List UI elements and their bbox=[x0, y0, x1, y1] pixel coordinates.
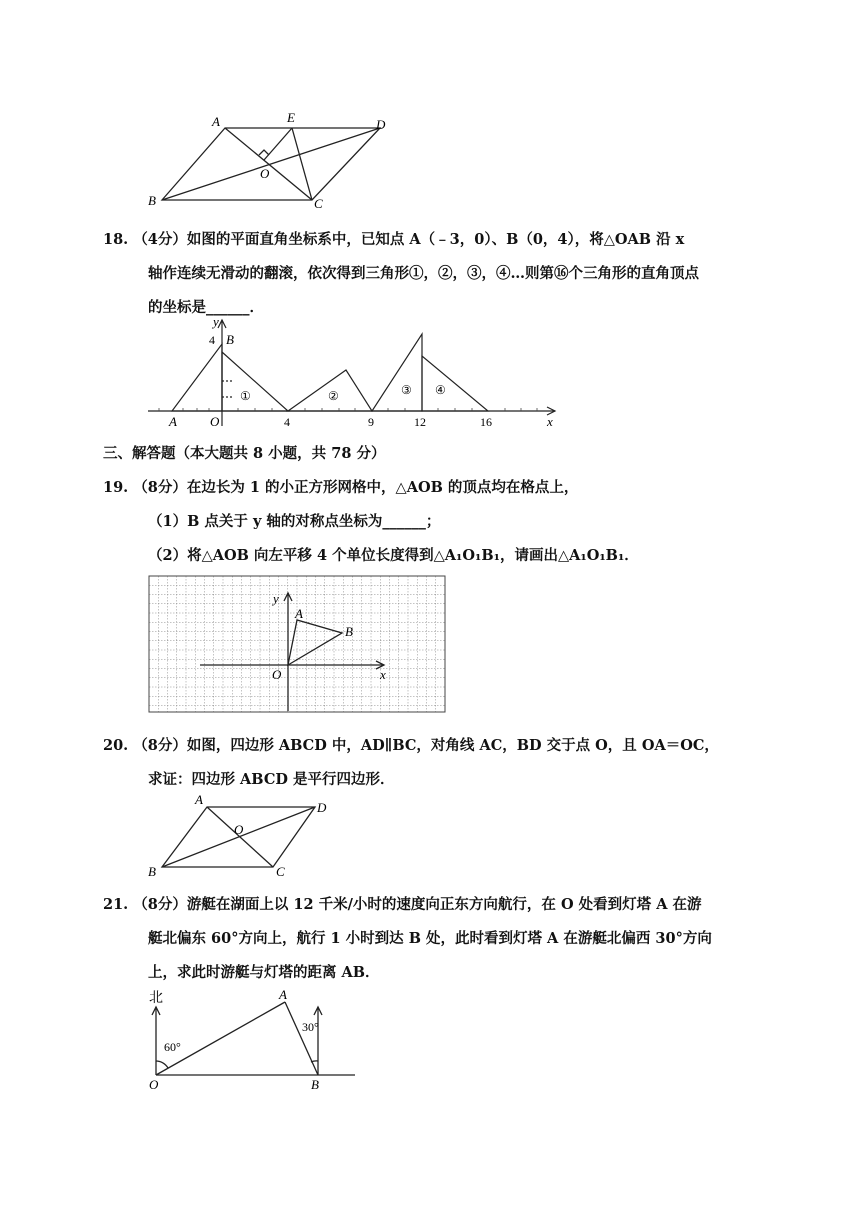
label-A: A bbox=[212, 114, 220, 129]
grid-label-O: O bbox=[272, 667, 282, 682]
axis-label-x: x bbox=[547, 414, 553, 429]
q18-line1: 18. （4分）如图的平面直角坐标系中，已知点 A（﹣3，0）、B（0，4），将△OAB 沿 x bbox=[103, 231, 685, 248]
figure-20 bbox=[145, 790, 345, 882]
grid-label-A: A bbox=[295, 606, 303, 621]
q20-line1: 20. （8分）如图，四边形 ABCD 中，AD∥BC，对角线 AC，BD 交于点 O，且 OA＝OC， bbox=[103, 737, 719, 754]
label-D: D bbox=[376, 117, 386, 132]
label-C: C bbox=[314, 196, 323, 211]
label-E: E bbox=[287, 110, 295, 125]
label-A: A bbox=[195, 792, 203, 807]
label-O: O bbox=[260, 166, 270, 181]
label-B: B bbox=[311, 1077, 319, 1092]
figure-21 bbox=[143, 985, 363, 1095]
q19-line1: 19. （8分）在边长为 1 的小正方形网格中，△AOB 的顶点均在格点上， bbox=[103, 479, 579, 496]
tick-label-12: 12 bbox=[414, 415, 426, 429]
q19-part2: （2）将△AOB 向左平移 4 个单位长度得到△A₁O₁B₁，请画出△A₁O₁B₁． bbox=[148, 547, 639, 564]
tick-label-A: A bbox=[169, 414, 177, 429]
q21-line2: 艇北偏东 60°方向上，航行 1 小时到达 B 处，此时看到灯塔 A 在游艇北偏西 30°方向 bbox=[148, 930, 712, 947]
grid-label-B: B bbox=[345, 624, 353, 639]
label-O: O bbox=[234, 822, 244, 837]
q21-line3: 上，求此时游艇与灯塔的距离 AB． bbox=[148, 964, 380, 981]
figure-18 bbox=[145, 314, 565, 430]
triangle-label-2: ② bbox=[328, 389, 339, 403]
axis-label-y: y bbox=[213, 314, 219, 329]
figure-19-grid bbox=[148, 575, 446, 713]
point-label-B: B bbox=[226, 332, 234, 347]
label-C: C bbox=[276, 864, 285, 879]
q18-line3: 的坐标是______． bbox=[148, 299, 264, 316]
triangle-label-1: ① bbox=[240, 389, 251, 403]
label-B: B bbox=[148, 193, 156, 208]
tick-label-9: 9 bbox=[368, 415, 374, 429]
label-B: B bbox=[148, 864, 156, 879]
tick-label-4: 4 bbox=[284, 415, 290, 429]
label-D: D bbox=[317, 800, 327, 815]
tick-label-4y: 4 bbox=[209, 333, 215, 347]
triangle-label-4: ④ bbox=[435, 383, 446, 397]
q20-line2: 求证：四边形 ABCD 是平行四边形． bbox=[148, 771, 395, 788]
tick-label-O: O bbox=[210, 414, 220, 429]
north-label: 北 bbox=[149, 991, 163, 1006]
angle-60: 60° bbox=[164, 1040, 181, 1054]
label-O: O bbox=[149, 1077, 159, 1092]
q18-line2: 轴作连续无滑动的翻滚，依次得到三角形①，②，③，④…则第⑯个三角形的直角顶点 bbox=[148, 265, 699, 282]
figure-17 bbox=[140, 105, 400, 215]
section-heading: 三、解答题（本大题共 8 小题，共 78 分） bbox=[103, 445, 386, 462]
grid-label-x: x bbox=[380, 667, 386, 682]
tick-label-16: 16 bbox=[480, 415, 492, 429]
label-A: A bbox=[279, 987, 287, 1002]
triangle-label-3: ③ bbox=[401, 383, 412, 397]
grid-label-y: y bbox=[273, 591, 279, 606]
angle-30: 30° bbox=[302, 1020, 319, 1034]
q21-line1: 21. （8分）游艇在湖面上以 12 千米/小时的速度向正东方向航行，在 O 处看到灯塔 A 在游 bbox=[103, 896, 702, 913]
q19-part1: （1）B 点关于 y 轴的对称点坐标为______； bbox=[148, 513, 441, 530]
